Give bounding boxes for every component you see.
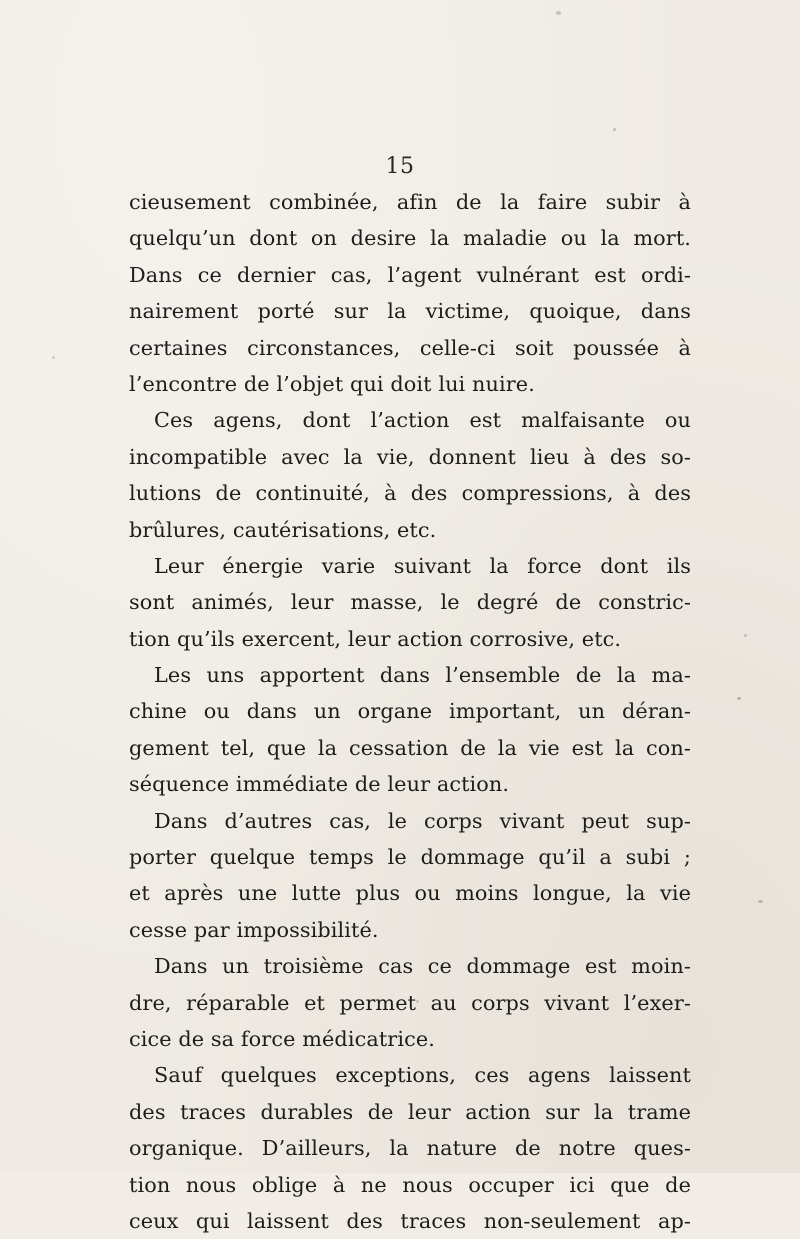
paper-speck [487,1115,491,1119]
text-line: quelqu’un dont on desire la maladie ou la mort. [129,226,691,251]
text-line: cesse par impossibilité. [129,917,379,942]
paragraph-first-line: Leur énergie varie suivant la force dont ils [154,553,691,578]
text-line: gement tel, que la cessation de la vie est la con- [129,735,691,760]
text-line: brûlures, cautérisations, etc. [129,517,437,542]
paragraph-first-line: Sauf quelques exceptions, ces agens laissent [154,1063,691,1088]
text-line: nairement porté sur la victime, quoique, dans [129,299,691,324]
page-number: 15 [385,154,415,179]
paragraph-first-line: Ces agens, dont l’action est malfaisante ou [154,408,691,433]
text-line: cieusement combinée, afin de la faire subir à [129,190,691,214]
text-line: chine ou dans un organe important, un déran- [129,699,691,724]
paper-speck [52,356,55,359]
paragraph-first-line: Dans un troisième cas ce dommage est moin- [154,954,691,979]
text-line: dre, réparable et permet au corps vivant l’exer- [129,990,691,1015]
paper-speck [613,128,616,131]
body-text [129,184,691,1239]
paper-speck [744,634,747,637]
paragraph-first-line: Les uns apportent dans l’ensemble de la ma- [154,663,691,688]
paper-speck [416,1000,419,1003]
paper-speck [758,900,763,903]
text-line: des traces durables de leur action sur la trame [129,1099,691,1124]
text-line: ceux qui laissent des traces non-seulement ap- [129,1208,691,1233]
paper-speck [556,11,561,15]
text-line: porter quelque temps le dommage qu’il a subi ; [129,845,691,870]
text-line: tion nous oblige à ne nous occuper ici que de [129,1172,691,1197]
text-line: cice de sa force médicatrice. [129,1026,435,1051]
text-line: Dans ce dernier cas, l’agent vulnérant est ordi- [129,262,691,287]
text-line: organique. D’ailleurs, la nature de notre ques- [129,1136,691,1161]
text-line: tion qu’ils exercent, leur action corrosive, etc. [129,626,622,651]
text-line: sont animés, leur masse, le degré de constric- [129,590,691,615]
text-line: incompatible avec la vie, donnent lieu à des so- [129,444,691,469]
text-line: certaines circonstances, celle-ci soit poussée à [129,335,691,360]
text-line: lutions de continuité, à des compressions, à des [129,481,691,506]
text-line: et après une lutte plus ou moins longue, la vie [129,881,691,906]
text-line: séquence immédiate de leur action. [129,772,510,797]
paragraph-first-line: Dans d’autres cas, le corps vivant peut sup- [154,808,691,833]
text-line: l’encontre de l’objet qui doit lui nuire. [129,371,535,396]
paper-speck [737,697,741,700]
